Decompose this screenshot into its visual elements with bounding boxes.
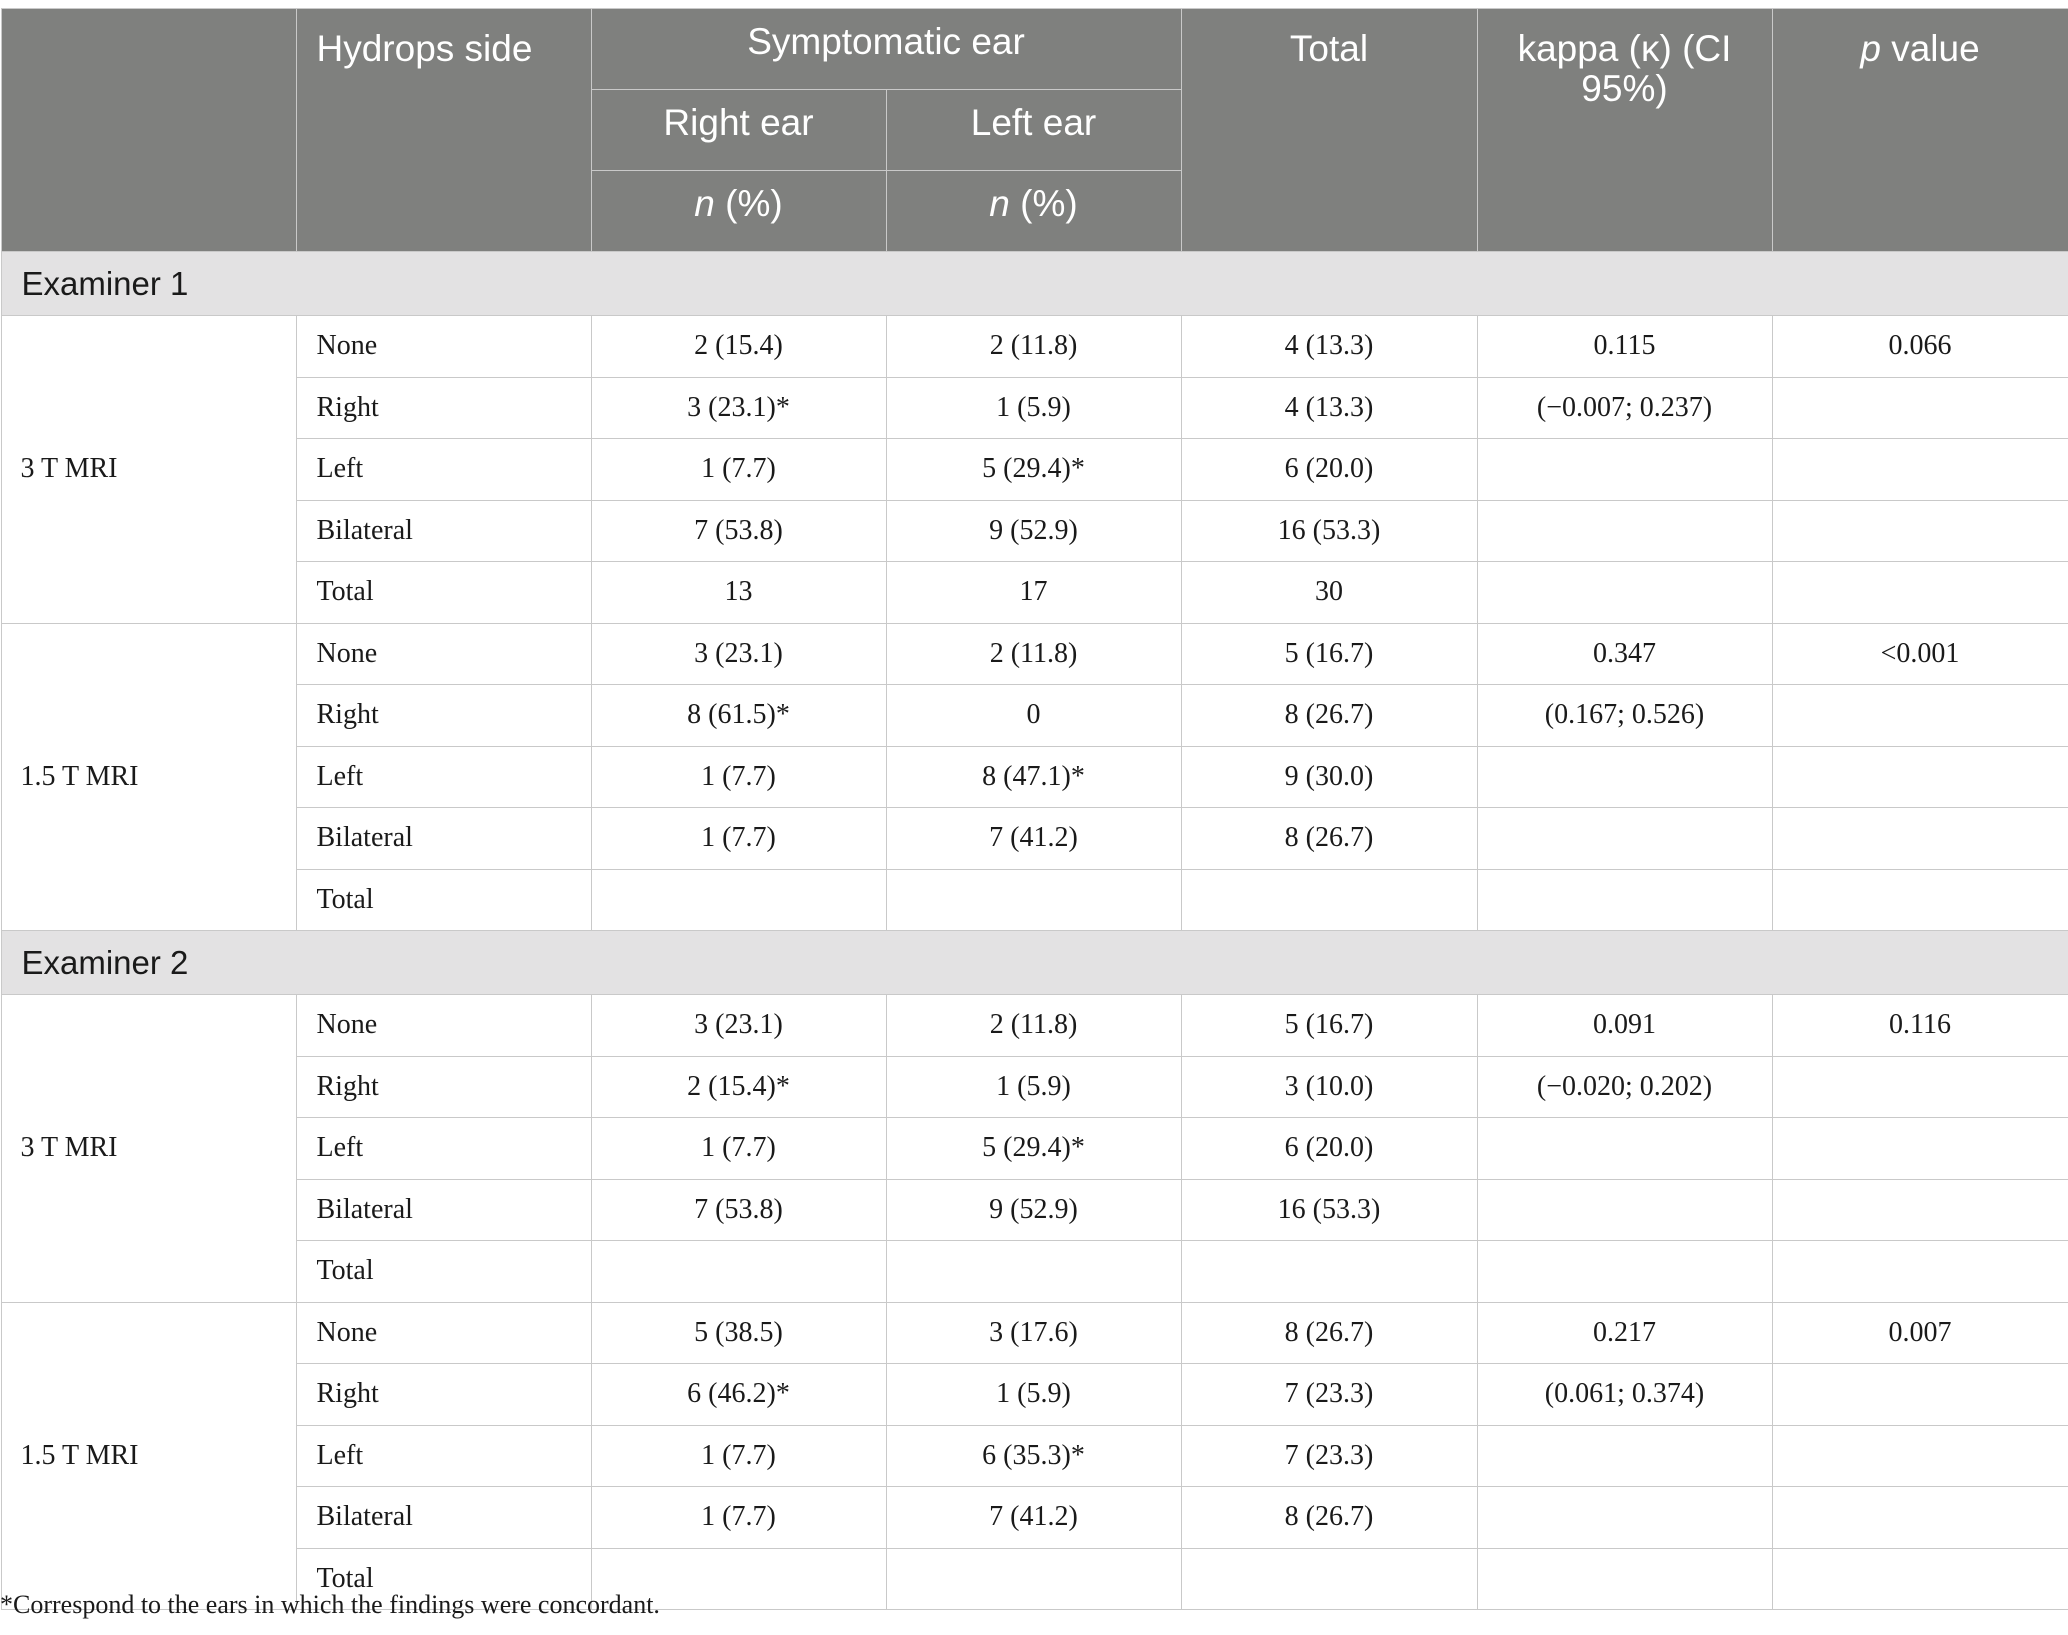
table-row [1,746,2068,808]
table-row [1,377,2068,439]
right-ear-cell: 7 (53.8) [591,1179,886,1241]
p-value-empty-cell [1772,808,2068,870]
right-ear-cell: 1 (7.7) [591,1487,886,1549]
table-row [1,1118,2068,1180]
mri-group-label: 3 T MRI [1,316,296,624]
kappa-empty-cell [1477,562,1772,624]
hydrops-side-cell: Right [296,1364,591,1426]
left-ear-cell: 8 (47.1)* [886,746,1181,808]
left-ear-cell: 3 (17.6) [886,1302,1181,1364]
table-container [0,8,2068,1610]
total-cell: 30 [1181,562,1477,624]
header-left-n-pct [886,171,1181,252]
right-ear-cell: 3 (23.1)* [591,377,886,439]
p-value-empty-cell [1772,1425,2068,1487]
left-ear-cell: 5 (29.4)* [886,439,1181,501]
header-right-n-pct [591,171,886,252]
pct-unit: (%) [725,183,783,224]
kappa-empty-cell [1477,869,1772,931]
left-ear-cell: 6 (35.3)* [886,1425,1181,1487]
right-ear-cell: 6 (46.2)* [591,1364,886,1426]
kappa-empty-cell [1477,500,1772,562]
hydrops-side-cell: None [296,623,591,685]
section-title: Examiner 1 [1,252,2068,316]
table-row [1,808,2068,870]
hydrops-side-cell: None [296,316,591,378]
right-ear-cell [591,869,886,931]
hydrops-side-cell: Total [296,1241,591,1303]
kappa-empty-cell [1477,808,1772,870]
p-value-empty-cell [1772,746,2068,808]
kappa-cell: 0.091 [1477,995,1772,1057]
total-cell: 8 (26.7) [1181,808,1477,870]
total-cell [1181,869,1477,931]
total-cell: 16 (53.3) [1181,1179,1477,1241]
p-value-empty-cell [1772,439,2068,501]
hydrops-side-cell: Total [296,1548,591,1610]
header-kappa: kappa (κ) (CI 95%) [1477,9,1772,252]
hydrops-side-cell: Right [296,1056,591,1118]
kappa-empty-cell [1477,1241,1772,1303]
hydrops-side-cell: Left [296,439,591,501]
left-ear-cell: 2 (11.8) [886,995,1181,1057]
kappa-empty-cell [1477,1487,1772,1549]
table-header [1,9,2068,252]
kappa-ci-cell: (−0.007; 0.237) [1477,377,1772,439]
total-cell: 4 (13.3) [1181,377,1477,439]
left-ear-cell: 17 [886,562,1181,624]
hydrops-side-cell: Left [296,1425,591,1487]
header-hydrops-side: Hydrops side [296,9,591,252]
right-ear-cell: 5 (38.5) [591,1302,886,1364]
right-ear-cell: 1 (7.7) [591,1425,886,1487]
kappa-empty-cell [1477,439,1772,501]
total-cell: 5 (16.7) [1181,623,1477,685]
header-p-symbol: p [1860,28,1881,69]
header-symptomatic-ear: Symptomatic ear [591,9,1181,90]
table-row [1,1425,2068,1487]
kappa-cell: 0.115 [1477,316,1772,378]
p-value-empty-cell [1772,1241,2068,1303]
total-cell: 9 (30.0) [1181,746,1477,808]
right-ear-cell: 8 (61.5)* [591,685,886,747]
total-cell: 6 (20.0) [1181,1118,1477,1180]
right-ear-cell: 7 (53.8) [591,500,886,562]
p-value-empty-cell [1772,1056,2068,1118]
table-row [1,1364,2068,1426]
p-value-empty-cell [1772,1118,2068,1180]
total-cell [1181,1548,1477,1610]
table-row [1,1241,2068,1303]
right-ear-cell: 3 (23.1) [591,623,886,685]
kappa-cell: 0.217 [1477,1302,1772,1364]
left-ear-cell: 0 [886,685,1181,747]
footnote: *Correspond to the ears in which the findings were concordant. [0,1590,660,1619]
hydrops-side-cell: Left [296,746,591,808]
kappa-ci-cell: (0.167; 0.526) [1477,685,1772,747]
hydrops-side-cell: Bilateral [296,500,591,562]
kappa-cell: 0.347 [1477,623,1772,685]
right-ear-cell: 3 (23.1) [591,995,886,1057]
kappa-empty-cell [1477,1118,1772,1180]
p-value-empty-cell [1772,685,2068,747]
header-blank [1,9,296,252]
left-ear-cell: 1 (5.9) [886,1056,1181,1118]
left-ear-cell: 9 (52.9) [886,500,1181,562]
hydrops-side-cell: None [296,1302,591,1364]
header-p-value [1772,9,2068,252]
pct-unit: (%) [1020,183,1078,224]
total-cell: 6 (20.0) [1181,439,1477,501]
kappa-empty-cell [1477,1425,1772,1487]
right-ear-cell [591,1241,886,1303]
hydrops-side-cell: Bilateral [296,1487,591,1549]
header-total: Total [1181,9,1477,252]
right-ear-cell: 2 (15.4) [591,316,886,378]
table-row [1,1179,2068,1241]
kappa-empty-cell [1477,1548,1772,1610]
header-p-label: value [1880,28,1980,69]
kappa-empty-cell [1477,746,1772,808]
p-value-cell: 0.066 [1772,316,2068,378]
hydrops-side-cell: Total [296,562,591,624]
mri-group-label: 3 T MRI [1,995,296,1303]
hydrops-side-cell: Bilateral [296,1179,591,1241]
total-cell: 8 (26.7) [1181,1487,1477,1549]
table-body [1,252,2068,1610]
mri-group-label: 1.5 T MRI [1,1302,296,1610]
left-ear-cell: 7 (41.2) [886,1487,1181,1549]
total-cell: 3 (10.0) [1181,1056,1477,1118]
right-ear-cell: 1 (7.7) [591,439,886,501]
kappa-empty-cell [1477,1179,1772,1241]
table-row [1,869,2068,931]
left-ear-cell: 2 (11.8) [886,623,1181,685]
left-ear-cell: 9 (52.9) [886,1179,1181,1241]
table-row [1,500,2068,562]
left-ear-cell [886,1548,1181,1610]
results-table [1,8,2068,1610]
hydrops-side-cell: Left [296,1118,591,1180]
total-cell: 16 (53.3) [1181,500,1477,562]
p-value-empty-cell [1772,500,2068,562]
right-ear-cell: 1 (7.7) [591,1118,886,1180]
left-ear-cell [886,869,1181,931]
n-symbol: n [989,183,1010,224]
p-value-empty-cell [1772,377,2068,439]
total-cell: 7 (23.3) [1181,1425,1477,1487]
table-row [1,439,2068,501]
left-ear-cell [886,1241,1181,1303]
n-symbol: n [694,183,715,224]
left-ear-cell: 1 (5.9) [886,377,1181,439]
p-value-empty-cell [1772,1179,2068,1241]
table-row [1,1487,2068,1549]
kappa-ci-cell: (0.061; 0.374) [1477,1364,1772,1426]
hydrops-side-cell: Total [296,869,591,931]
total-cell: 5 (16.7) [1181,995,1477,1057]
right-ear-cell: 2 (15.4)* [591,1056,886,1118]
p-value-empty-cell [1772,1364,2068,1426]
kappa-ci-cell: (−0.020; 0.202) [1477,1056,1772,1118]
p-value-empty-cell [1772,869,2068,931]
p-value-empty-cell [1772,1487,2068,1549]
left-ear-cell: 1 (5.9) [886,1364,1181,1426]
hydrops-side-cell: Bilateral [296,808,591,870]
section-title: Examiner 2 [1,931,2068,995]
p-value-empty-cell [1772,1548,2068,1610]
left-ear-cell: 2 (11.8) [886,316,1181,378]
table-row [1,685,2068,747]
p-value-empty-cell [1772,562,2068,624]
mri-group-label: 1.5 T MRI [1,623,296,931]
left-ear-cell: 7 (41.2) [886,808,1181,870]
total-cell: 7 (23.3) [1181,1364,1477,1426]
table-row [1,995,2068,1057]
hydrops-side-cell: None [296,995,591,1057]
hydrops-side-cell: Right [296,685,591,747]
table-row [1,623,2068,685]
total-cell [1181,1241,1477,1303]
table-row [1,1056,2068,1118]
hydrops-side-cell: Right [296,377,591,439]
total-cell: 4 (13.3) [1181,316,1477,378]
table-row [1,562,2068,624]
total-cell: 8 (26.7) [1181,1302,1477,1364]
table-row [1,1302,2068,1364]
total-cell: 8 (26.7) [1181,685,1477,747]
header-right-ear: Right ear [591,90,886,171]
header-left-ear: Left ear [886,90,1181,171]
table-row [1,316,2068,378]
right-ear-cell: 13 [591,562,886,624]
right-ear-cell: 1 (7.7) [591,746,886,808]
p-value-cell: 0.007 [1772,1302,2068,1364]
p-value-cell: 0.116 [1772,995,2068,1057]
left-ear-cell: 5 (29.4)* [886,1118,1181,1180]
p-value-cell: <0.001 [1772,623,2068,685]
right-ear-cell: 1 (7.7) [591,808,886,870]
